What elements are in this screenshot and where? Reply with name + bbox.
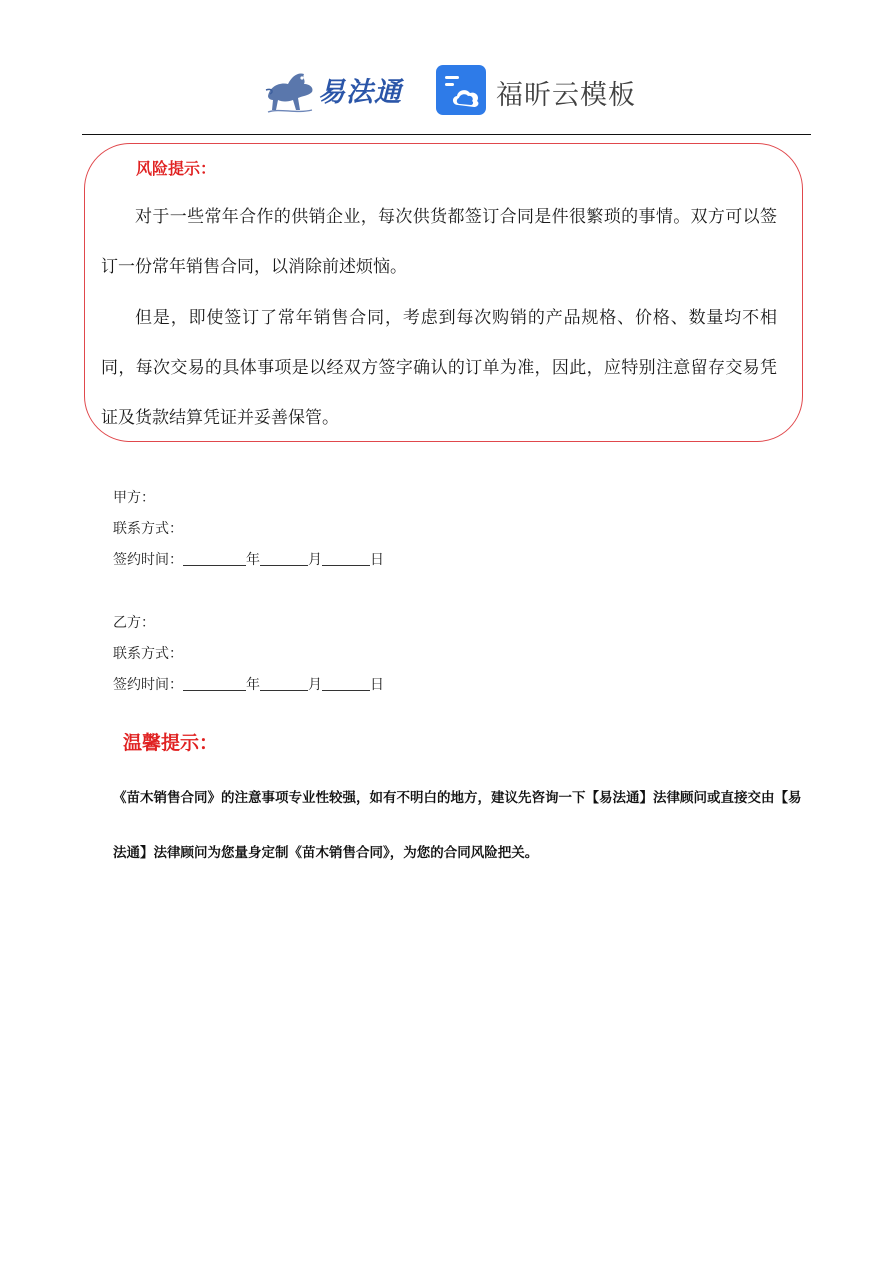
party-a-date-label: 签约时间：: [113, 552, 183, 568]
year-label: 年: [246, 552, 260, 568]
warm-tip-text: 《苗木销售合同》的注意事项专业性较强，如有不明白的地方，建议先咨询一下【易法通】法律顾问或直接交由【易法通】法律顾问为您量身定制《苗木销售合同》，为您的合同风险把关。: [113, 790, 802, 861]
risk-warning-title: 风险提示：: [136, 159, 217, 178]
day-blank: [322, 551, 370, 566]
party-b-section: [113, 608, 384, 701]
party-a-signing-date: [113, 545, 384, 576]
warm-tip-title: 温馨提示：: [123, 732, 219, 754]
header-divider: [82, 134, 811, 135]
yifatong-wordmark: 易法通: [318, 77, 402, 108]
month-label: 月: [308, 552, 322, 568]
qilin-icon: [262, 62, 322, 118]
day-label: 日: [370, 552, 384, 568]
year-blank: [183, 551, 246, 566]
party-a-section: [113, 483, 384, 576]
yifatong-logo: [262, 62, 412, 118]
header: [0, 58, 893, 124]
risk-paragraph-1: 对于一些常年合作的供销企业，每次供货都签订合同是件很繁琐的事情。双方可以签订一份常年销售合同，以消除前述烦恼。: [101, 207, 777, 277]
risk-paragraph-2: 但是，即使签订了常年销售合同，考虑到每次购销的产品规格、价格、数量均不相同，每次交易的具体事项是以经双方签字确认的订单为准，因此，应特别注意留存交易凭证及货款结算凭证并妥善保管。: [101, 308, 777, 428]
party-b-name-label: 乙方：: [113, 615, 155, 631]
day-blank: [322, 676, 370, 691]
day-label: 日: [370, 677, 384, 693]
party-a-name-label: 甲方：: [113, 490, 155, 506]
year-blank: [183, 676, 246, 691]
month-blank: [260, 551, 308, 566]
month-label: 月: [308, 677, 322, 693]
party-b-contact-label: 联系方式：: [113, 646, 183, 662]
party-a-contact-label: 联系方式：: [113, 521, 183, 537]
month-blank: [260, 676, 308, 691]
cloud-document-icon: [436, 65, 486, 115]
year-label: 年: [246, 677, 260, 693]
party-b-signing-date: [113, 670, 384, 701]
party-b-date-label: 签约时间：: [113, 677, 183, 693]
fuxin-cloud-template-wordmark: 福昕云模板: [496, 80, 636, 111]
